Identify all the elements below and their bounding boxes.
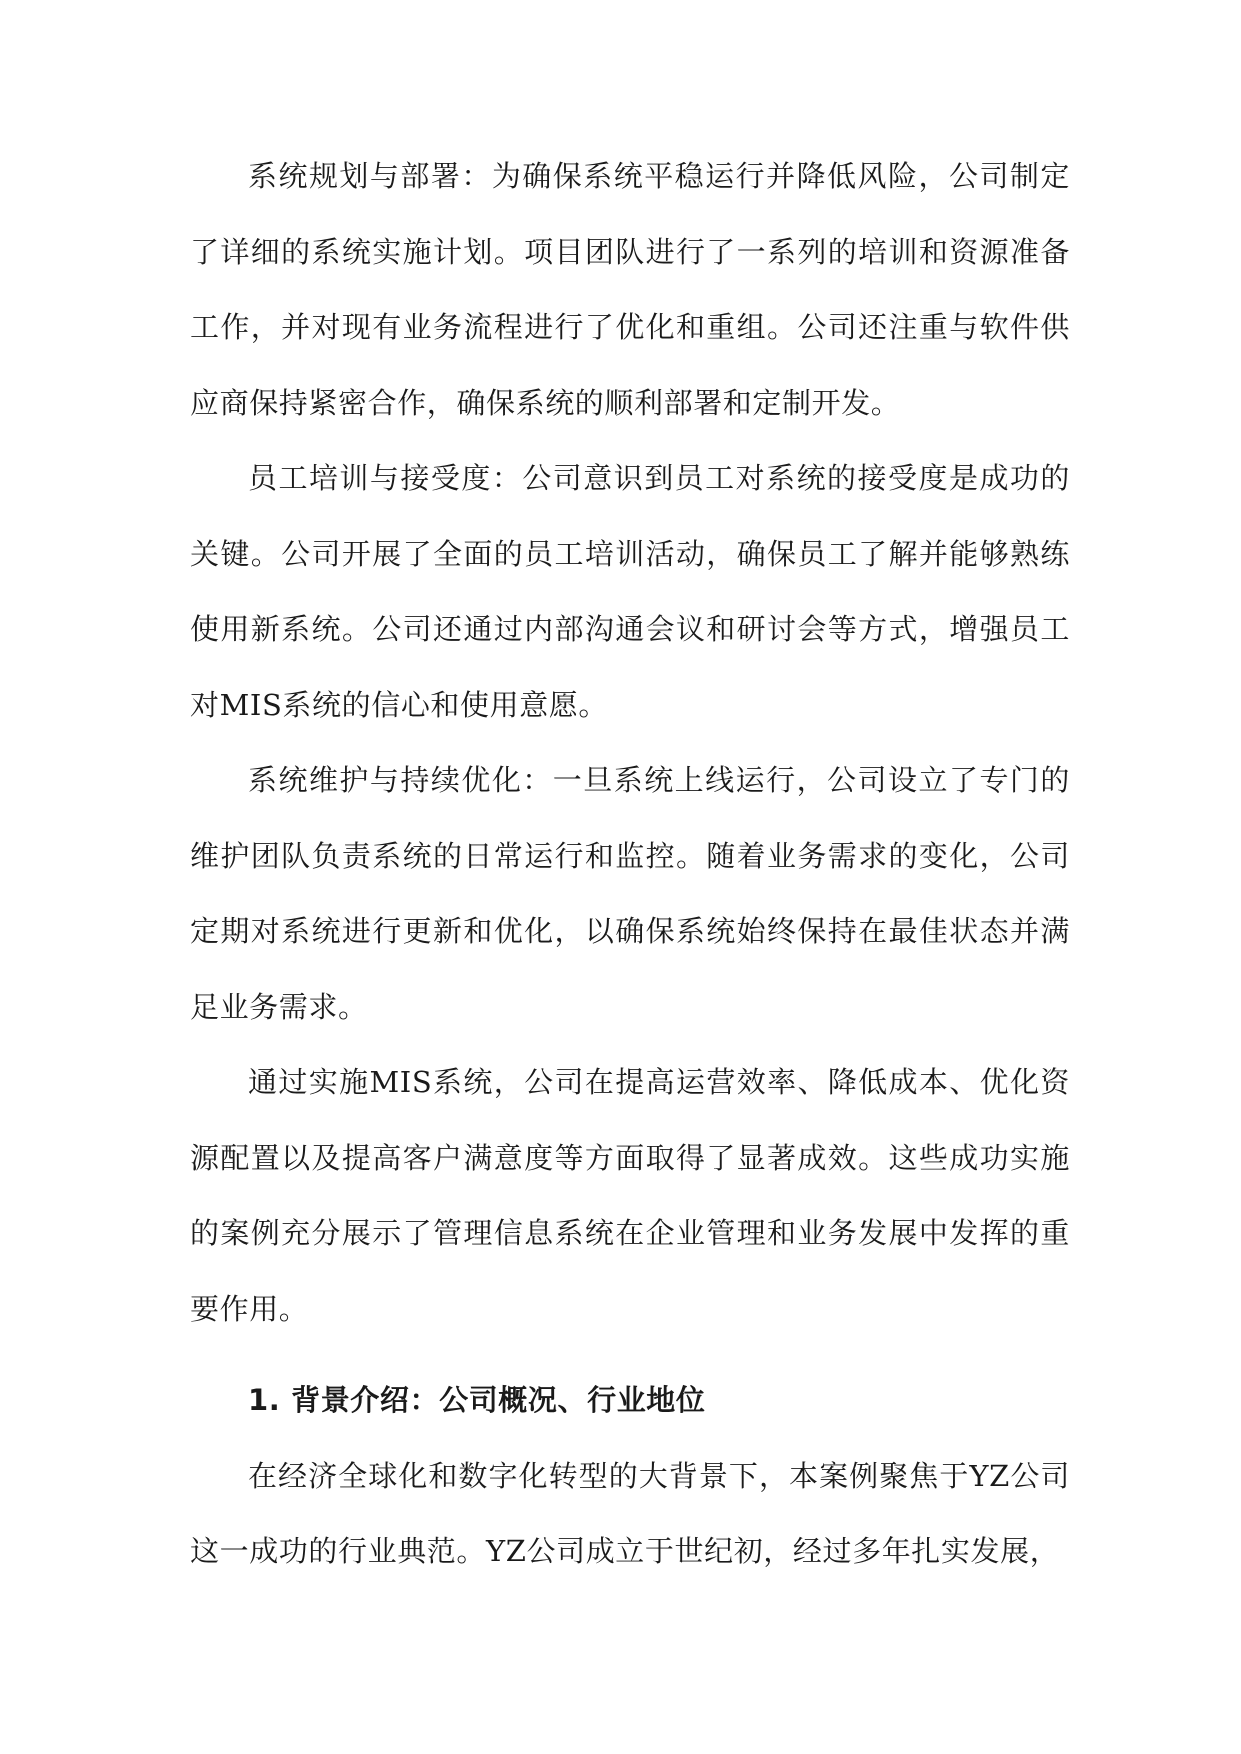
section-heading: 1. 背景介绍：公司概况、行业地位 <box>248 1383 706 1417</box>
paragraph-system-maintenance: 系统维护与持续优化：一旦系统上线运行，公司设立了专门的维护团队负责系统的日常运行和监控。随着业务需求的变化，公司定期对系统进行更新和优化，以确保系统始终保持在最佳状态并满足业务需求。 <box>190 763 1070 1024</box>
paragraph-background: 在经济全球化和数字化转型的大背景下，本案例聚焦于YZ公司这一成功的行业典范。YZ公司成立于世纪初，经过多年扎实发展， <box>190 1458 1070 1568</box>
paragraph-system-planning: 系统规划与部署：为确保系统平稳运行并降低风险，公司制定了详细的系统实施计划。项目团队进行了一系列的培训和资源准备工作，并对现有业务流程进行了优化和重组。公司还注重与软件供应商保持紧密合作，确保系统的顺利部署和定制开发。 <box>190 159 1070 420</box>
document-page <box>190 139 1070 1590</box>
paragraph-mis-results: 通过实施MIS系统，公司在提高运营效率、降低成本、优化资源配置以及提高客户满意度等方面取得了显著成效。这些成功实施的案例充分展示了管理信息系统在企业管理和业务发展中发挥的重要作用。 <box>190 1065 1070 1326</box>
paragraph-staff-training: 员工培训与接受度：公司意识到员工对系统的接受度是成功的关键。公司开展了全面的员工培训活动，确保员工了解并能够熟练使用新系统。公司还通过内部沟通会议和研讨会等方式，增强员工对MIS系统的信心和使用意愿。 <box>190 461 1070 722</box>
